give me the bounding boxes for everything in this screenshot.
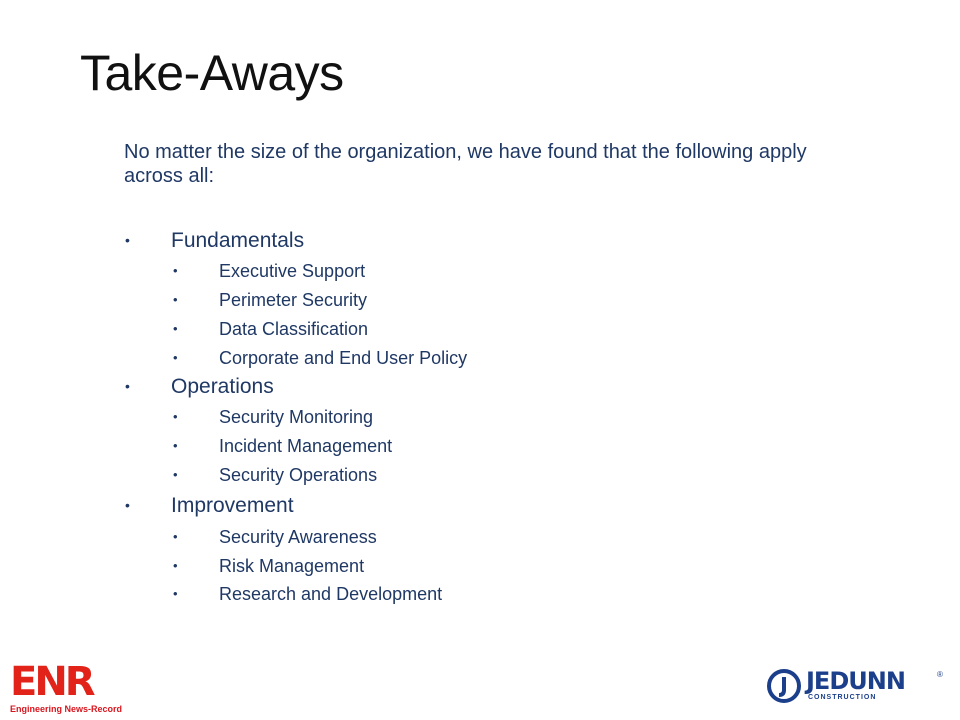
list-item-label: Risk Management (219, 556, 365, 576)
section-heading: Operations (171, 375, 274, 398)
bullet-operations (125, 375, 274, 399)
bullet-icon: • (173, 292, 178, 307)
enr-tagline: Engineering News-Record (10, 704, 123, 714)
bullet-icon: • (173, 350, 178, 365)
je-dunn-subtitle: CONSTRUCTION (808, 694, 877, 701)
list-item-label: Perimeter Security (219, 290, 368, 310)
list-item (173, 556, 365, 577)
list-item (173, 527, 377, 548)
list-item-label: Executive Support (219, 261, 366, 281)
list-item-label: Research and Development (219, 584, 443, 604)
list-item (173, 290, 368, 311)
list-item (173, 407, 374, 428)
bullet-icon: • (173, 438, 178, 453)
je-dunn-logo (766, 666, 946, 706)
list-item-label: Incident Management (219, 436, 393, 456)
bullet-icon: • (173, 321, 178, 336)
bullet-icon: • (125, 232, 130, 248)
list-item-label: Security Monitoring (219, 407, 374, 427)
bullet-icon: • (173, 467, 178, 482)
bullet-icon: • (125, 378, 130, 394)
list-item (173, 465, 378, 486)
list-item (173, 584, 443, 605)
enr-logo (10, 659, 123, 715)
list-item (173, 319, 369, 340)
list-item (173, 261, 366, 282)
registered-mark: ® (937, 670, 943, 679)
bullet-icon: • (173, 586, 178, 601)
list-item (173, 348, 468, 369)
section-heading: Fundamentals (171, 229, 305, 252)
bullet-icon: • (173, 529, 178, 544)
bullet-fundamentals (125, 229, 305, 253)
slide-title: Take-Aways (80, 45, 344, 101)
je-dunn-mark-icon (766, 668, 802, 704)
enr-logo-text: ENR (10, 659, 93, 705)
list-item-label: Security Awareness (219, 527, 377, 547)
list-item-label: Data Classification (219, 319, 369, 339)
list-item (173, 436, 393, 457)
intro-text: No matter the size of the organization, we have found that the following apply across all: (124, 141, 807, 187)
bullet-improvement (125, 494, 294, 518)
bullet-icon: • (173, 409, 178, 424)
bullet-icon: • (173, 558, 178, 573)
list-item-label: Corporate and End User Policy (219, 348, 468, 368)
je-dunn-wordmark: JEDUNN (806, 667, 905, 695)
bullet-icon: • (173, 263, 178, 278)
bullet-icon: • (125, 497, 130, 513)
section-heading: Improvement (171, 494, 294, 517)
list-item-label: Security Operations (219, 465, 378, 485)
